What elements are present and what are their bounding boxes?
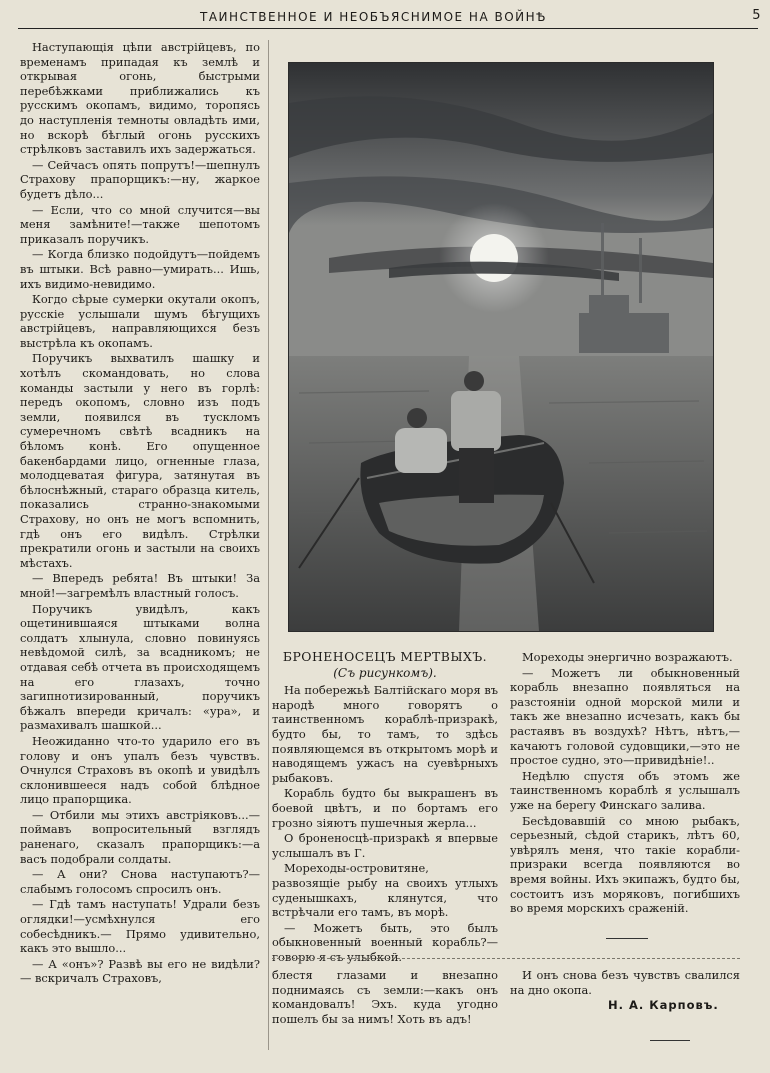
paragraph: Мореходы-островитяне, развозящіе рыбу на своихъ утлыхъ суденышкахъ, клянутся, что встрѣчали его тамъ, въ морѣ. bbox=[272, 861, 498, 920]
paragraph: — А они? Снова наступаютъ?—слабымъ голосомъ спросилъ онъ. bbox=[20, 867, 260, 896]
paragraph: И онъ снова безъ чувствъ свалился на дно окопа. bbox=[510, 968, 740, 997]
paragraph: — Впередъ ребята! Въ штыки! За мной!—загремѣлъ властный голосъ. bbox=[20, 571, 260, 600]
author-signature: Н. А. Карповъ. bbox=[608, 998, 719, 1012]
paragraph: — Гдѣ тамъ наступать! Удрали безъ оглядки!—усмѣхнулся его собесѣдникъ.— Прямо удивительно, какъ это вышло... bbox=[20, 897, 260, 956]
paragraph: блестя глазами и внезапно поднимаясь съ земли:—какъ онъ командовалъ! Эхъ. куда угодно пошелъ бы за нимъ! Хоть въ адъ! bbox=[272, 968, 498, 1026]
story-end-rule bbox=[650, 1040, 690, 1041]
paragraph: Поручикъ выхватилъ шашку и хотѣлъ скомандовать, но слова команды застыли у него въ горлѣ: передъ окопомъ, словно изъ подъ земли, появился въ тускломъ сумеречномъ свѣтѣ всадникъ на бѣломъ конѣ. Его опущенное бакенбардами лицо, огненные глаза, молодцеватая фигура, затянутая въ бѣлоснѣжный, стараго образца китель, показались странно-знакомыми Страхову, но онъ не могъ вспомнить, гдѣ онъ его видѣлъ. Стрѣлки прекратили огонь и застыли на своихъ мѣстахъ. bbox=[20, 351, 260, 570]
paragraph: Бесѣдовавшій со мною рыбакъ, серьезный, сѣдой старикъ, лѣтъ 60, увѣрялъ меня, что такіе корабли-призраки всегда появляются во время войны. Ихъ экипажъ, будто бы, состоитъ изъ моряковъ, погибшихъ во время морскихъ сраженій. bbox=[510, 813, 740, 916]
story-continuation-column-2 bbox=[272, 968, 498, 1048]
paragraph: — А «онъ»? Развѣ вы его не видѣли? — вскричалъ Страховъ, bbox=[20, 956, 260, 986]
ghost-battleship-illustration bbox=[288, 62, 714, 632]
paragraph: Мореходы энергично возражаютъ. bbox=[522, 650, 733, 664]
paragraph: Недѣлю спустя объ этомъ же таинственномъ кораблѣ я услышалъ уже на берегу Финскаго залива. bbox=[510, 768, 740, 812]
paragraph: Корабль будто бы выкрашенъ въ боевой цвѣтъ, и по бортамъ его грозно зіяютъ пушечныя жерла... bbox=[272, 786, 498, 830]
running-head bbox=[0, 6, 770, 28]
column-divider bbox=[268, 40, 269, 1050]
paragraph: — Если, что со мной случится—вы меня замѣните!—также шепотомъ приказалъ поручикъ. bbox=[20, 202, 260, 246]
paragraph: Поручикъ увидѣлъ, какъ ощетинившаяся штыками волна солдатъ хлынула, словно повинуясь невѣдомой силѣ, за всадникомъ; не отдавая себѣ отчета въ происходящемъ на его глазахъ, точно загипнотизированный, поручикъ бѣжалъ впереди кричалъ: «ура», и размахивалъ шашкой... bbox=[20, 601, 260, 733]
paragraph: Когдо сѣрые сумерки окутали окопъ, русскіе услышали шумъ бѣгущихъ австрійцевъ, направляющихся безъ выстрѣла къ окопамъ. bbox=[20, 292, 260, 350]
running-head-title: ТАИНСТВЕННОЕ И НЕОБЪЯСНИМОЕ НА ВОЙНѢ bbox=[200, 10, 547, 24]
article-battleship-column-2 bbox=[510, 650, 740, 950]
article-battleship-column-1 bbox=[272, 649, 498, 964]
article-end-rule bbox=[606, 938, 648, 939]
paragraph: — Отбили мы этихъ австріяковъ...—поймавъ вопросительный взглядъ раненаго, сказалъ прапорщикъ:—а васъ подобрали солдаты. bbox=[20, 807, 260, 866]
paragraph: Неожиданно что-то ударило его въ голову и онъ упалъ безъ чувствъ. Очнулся Страховъ въ окопѣ и увидѣлъ склонившееся надъ собой блѣдное лицо прапорщика. bbox=[20, 733, 260, 807]
paragraph: Наступающія цѣпи австрійцевъ, по временамъ припадая къ землѣ и открывая огонь, быстрыми перебѣжками приближались къ русскимъ окопамъ, видимо, торопясь до наступленія темноты овладѣть ими, но вскорѣ бѣглый огонь русскихъ стрѣлковъ заставилъ ихъ задержаться. bbox=[20, 40, 260, 157]
paragraph: На побережьѣ Балтійскаго моря въ народѣ много говорятъ о таинственномъ кораблѣ-призракѣ, будто бы, то тамъ, то здѣсь появляющемся въ открытомъ морѣ и наводящемъ ужасъ на суевѣрныхъ рыбаковъ. bbox=[272, 683, 498, 785]
paragraph: — Сейчасъ опять попрутъ!—шепнулъ Страхову прапорщикъ:—ну, жаркое будетъ дѣло... bbox=[20, 157, 260, 201]
column-1-story bbox=[20, 40, 260, 1060]
paragraph: О броненосцѣ-призракѣ я впервые услышалъ въ Г. bbox=[272, 831, 498, 860]
section-divider bbox=[272, 958, 740, 959]
article-title: БРОНЕНОСЕЦЪ МЕРТВЫХЪ. bbox=[282, 649, 488, 664]
paragraph: — Можетъ ли обыкновенный корабль внезапно появляться на разстояніи одной морской мили и такъ же внезапно исчезать, какъ бы растаявъ въ воздухѣ? Нѣтъ, нѣтъ,—качаютъ головой судовщики,—это не простое судно, это—привидѣніе!.. bbox=[510, 665, 740, 768]
header-rule bbox=[18, 28, 758, 29]
article-subtitle: (Съ рисункомъ). bbox=[333, 665, 437, 680]
page-number: 5 bbox=[752, 8, 762, 23]
paragraph: — Когда близко подойдутъ—пойдемъ въ штыки. Всѣ равно—умирать... Ишь, ихъ видимо-невидимо. bbox=[20, 247, 260, 291]
illustration-artwork bbox=[289, 63, 713, 631]
paragraph: — Можетъ быть, это былъ обыкновенный военный корабль?—говорю я съ улыбкой. bbox=[272, 920, 498, 964]
